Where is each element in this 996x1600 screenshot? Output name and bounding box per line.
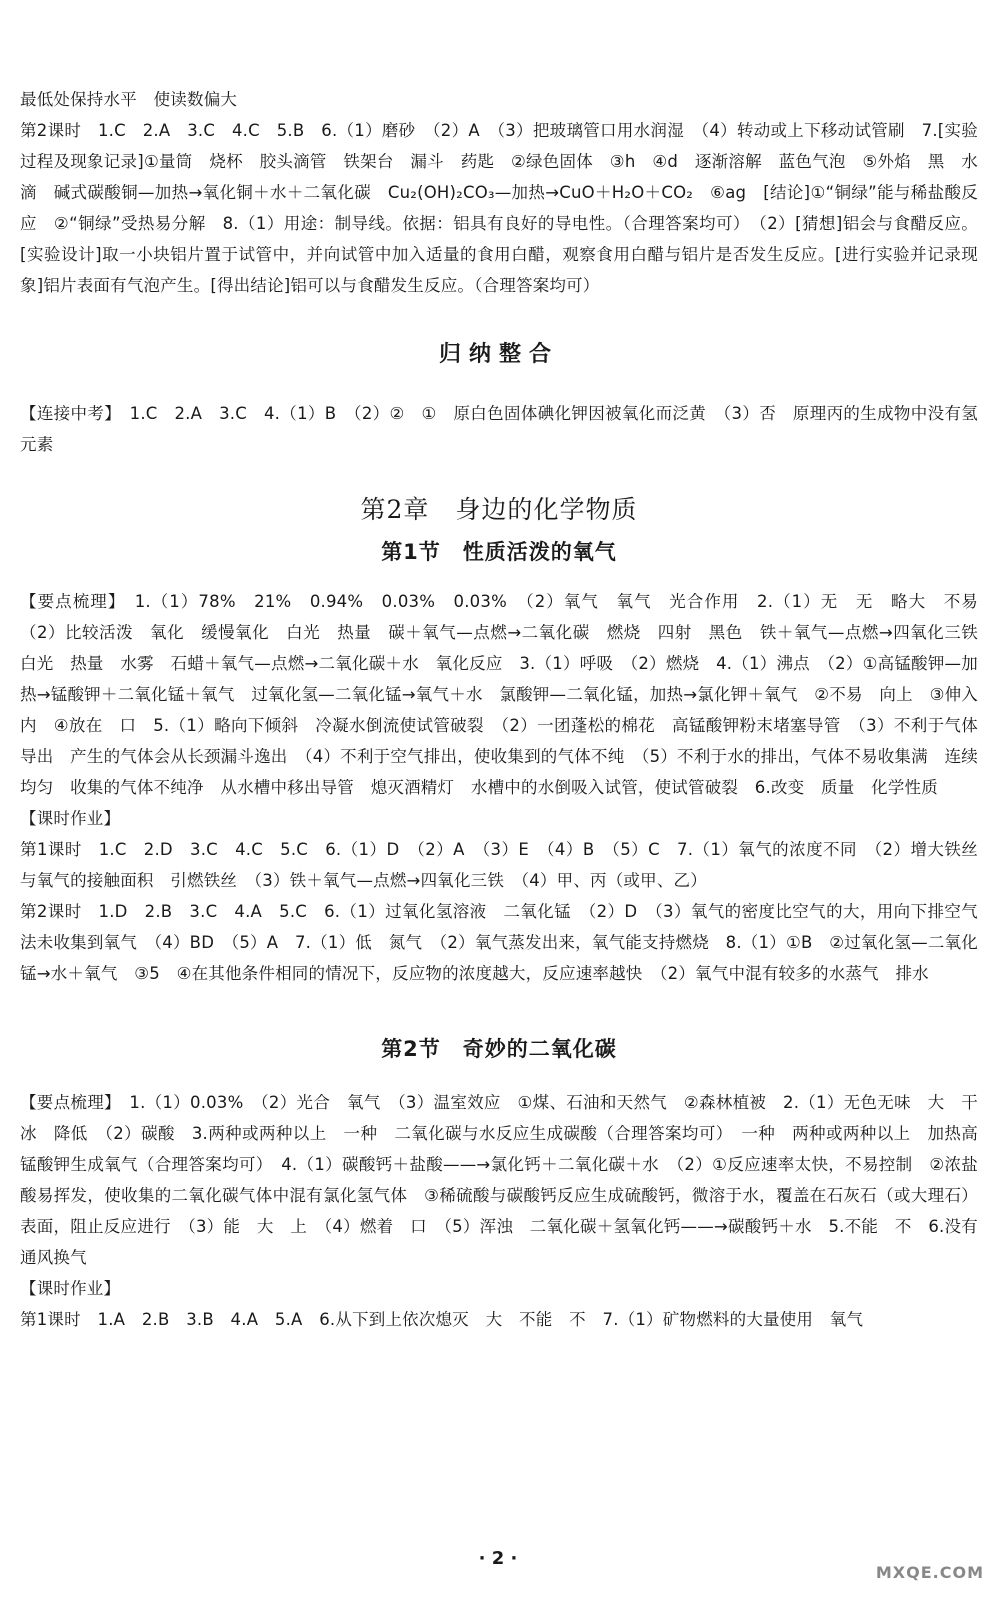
text-line: 最低处保持水平 使读数偏大: [20, 90, 238, 109]
watermark-logo: MXQE.COM: [875, 1563, 984, 1582]
answer-paragraph: 第2课时 1.C 2.A 3.C 4.C 5.B 6.（1）磨砂 （2）A （3）把玻璃管口用水润湿 （4）转动或上下移动试管刷 7.[实验过程及现象记录]①量筒 烧杯 胶头滴管 铁架台 漏斗 药匙 ②绿色固体 ③h ④d 逐渐溶解 蓝色气泡 ⑤外焰 黑 水滴 碱式碳酸铜—加热→氧化铜＋水＋二氧化碳 Cu₂(OH)₂CO₃—加热→CuO＋H₂O＋CO₂ ⑥ag [结论]①“铜绿”能与稀盐酸反应 ②“铜绿”受热易分解 8.（1）用途：制导线。依据：铝具有良好的导电性。（合理答案均可） （2）[猜想]铝会与食醋反应。[实验设计]取一小块铝片置于试管中，并向试管中加入适量的食用白醋，观察食用白醋与铝片是否发生反应。[进行实验并记录现象]铝片表面有气泡产生。[得出结论]铝可以与食醋发生反应。（合理答案均可）: [20, 121, 978, 295]
summary-heading: 归纳整合: [438, 342, 559, 367]
chapter-title: 第2章 身边的化学物质: [360, 495, 638, 524]
answer-paragraph: 第2课时 1.D 2.B 3.C 4.A 5.C 6.（1）过氧化氢溶液 二氧化锰 （2）D （3）氧气的密度比空气的大，用向下排空气法未收集到氧气 （4）BD （5）A 7.（1）低 氮气 （2）氧气蒸发出来，氧气能支持燃烧 8.（1）①B ②过氧化氢—二氧化锰→水＋氧气 ③5 ④在其他条件相同的情况下，反应物的浓度越大，反应速率越快 （2）氧气中混有较多的水蒸气 排水: [20, 902, 978, 983]
page-number: · 2 ·: [478, 1548, 518, 1569]
answer-paragraph: 【连接中考】 1.C 2.A 3.C 4.（1）B （2）② ① 原白色固体碘化钾因被氧化而泛黄 （3）否 原理丙的生成物中没有氢元素: [20, 404, 978, 454]
answer-paragraph: 【要点梳理】 1.（1）78% 21% 0.94% 0.03% 0.03% （2）氧气 氧气 光合作用 2.（1）无 无 略大 不易 （2）比较活泼 氧化 缓慢氧化 白光 热量 碳＋氧气—点燃→二氧化碳 燃烧 四射 黑色 铁＋氧气—点燃→四氧化三铁 白光 热量 水雾 石蜡＋氧气—点燃→二氧化碳＋水 氧化反应 3.（1）呼吸 （2）燃烧 4.（1）沸点 （2）①高锰酸钾—加热→锰酸钾＋二氧化锰＋氧气 过氧化氢—二氧化锰→氧气＋水 氯酸钾—二氧化锰，加热→氯化钾＋氧气 ②不易 向上 ③伸入 内 ④放在 口 5.（1）略向下倾斜 冷凝水倒流使试管破裂 （2）一团蓬松的棉花 高锰酸钾粉末堵塞导管 （3）不利于气体导出 产生的气体会从长颈漏斗逸出 （4）不利于空气排出，使收集到的气体不纯 （5）不利于水的排出，气体不易收集满 连续均匀 收集的气体不纯净 从水槽中移出导管 熄灭酒精灯 水槽中的水倒吸入试管，使试管破裂 6.改变 质量 化学性质: [20, 592, 995, 797]
section-title: 第1节 性质活泼的氧气: [381, 540, 617, 564]
answer-paragraph: 第1课时 1.A 2.B 3.B 4.A 5.A 6.从下到上依次熄灭 大 不能 不 7.（1）矿物燃料的大量使用 氧气: [20, 1310, 864, 1329]
section-title: 第2节 奇妙的二氧化碳: [381, 1037, 617, 1061]
answer-paragraph: 【要点梳理】 1.（1）0.03% （2）光合 氧气 （3）温室效应 ①煤、石油和天然气 ②森林植被 2.（1）无色无味 大 干冰 降低 （2）碳酸 3.两种或两种以上 一种 二氧化碳与水反应生成碳酸（合理答案均可） 一种 两种或两种以上 加热高锰酸钾生成氧气（合理答案均可） 4.（1）碳酸钙＋盐酸——→氯化钙＋二氧化碳＋水 （2）①反应速率太快，不易控制 ②浓盐酸易挥发，使收集的二氧化碳气体中混有氯化氢气体 ③稀硫酸与碳酸钙反应生成硫酸钙，微溶于水，覆盖在石灰石（或大理石）表面，阻止反应进行 （3）能 大 上 （4）燃着 口 （5）浑浊 二氧化碳＋氢氧化钙——→碳酸钙＋水 5.不能 不 6.没有 通风换气: [20, 1093, 995, 1267]
answer-paragraph: 第1课时 1.C 2.D 3.C 4.C 5.C 6.（1）D （2）A （3）E （4）B （5）C 7.（1）氧气的浓度不同 （2）增大铁丝与氧气的接触面积 引燃铁丝 （3）铁＋氧气—点燃→四氧化三铁 （4）甲、丙（或甲、乙）: [20, 840, 978, 890]
section-tag: 【课时作业】: [20, 1279, 121, 1298]
answer-page: [20, 84, 995, 1335]
section-tag: 【课时作业】: [20, 809, 121, 828]
